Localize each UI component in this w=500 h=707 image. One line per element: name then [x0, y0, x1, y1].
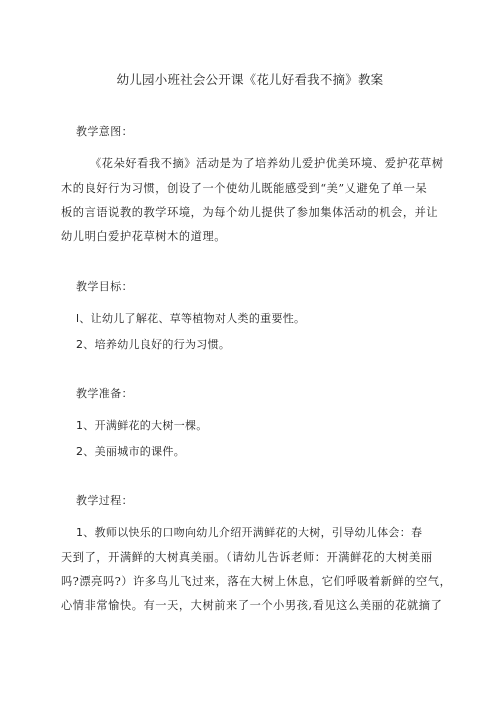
document-title: 幼儿园小班社会公开课《花儿好看我不摘》教案 — [116, 72, 384, 87]
process-line-3: 吗?漂亮吗?）许多鸟儿飞过来，落在大树上休息，它们呼吸着新鲜的空气， — [61, 575, 452, 588]
process-line-4: 心情非常愉快。有一天，大树前来了一个小男孩,看见这么美丽的花就摘了 — [61, 599, 443, 612]
section-heading-process: 教学过程： — [76, 494, 133, 507]
process-line-2: 天到了，开满鲜的大树真美丽。（请幼儿告诉老师：开满鲜花的大树美丽 — [61, 551, 433, 564]
goals-item-2: 2、培养幼儿良好的行为习惯。 — [76, 338, 231, 351]
intent-line-3: 板的言语说教的教学环境，为每个幼儿提供了参加集体活动的机会，并让 — [61, 206, 439, 219]
intent-line-2: 木的良好行为习惯，创设了一个使幼儿既能感受到“美”乂避免了单一呆 — [61, 182, 428, 195]
section-heading-intent: 教学意图： — [76, 125, 133, 138]
section-heading-preparation: 教学准备： — [76, 387, 133, 400]
process-line-1: 1、教师以快乐的口吻向幼儿介绍开满鲜花的大树，引导幼儿体会：春 — [76, 526, 423, 539]
intent-line-4: 幼儿明白爱护花草树木的道理。 — [61, 230, 227, 243]
preparation-item-2: 2、美丽城市的课件。 — [76, 445, 185, 458]
section-heading-goals: 教学目标： — [76, 280, 133, 293]
intent-line-1: 《花朵好看我不摘》活动是为了培养幼儿爱护优美环境、爱护花草树 — [90, 157, 444, 170]
goals-item-1: l、让幼儿了解花、草等植物对人类的重要性。 — [76, 312, 306, 325]
preparation-item-1: 1、开满鲜花的大树一棵。 — [76, 419, 208, 432]
